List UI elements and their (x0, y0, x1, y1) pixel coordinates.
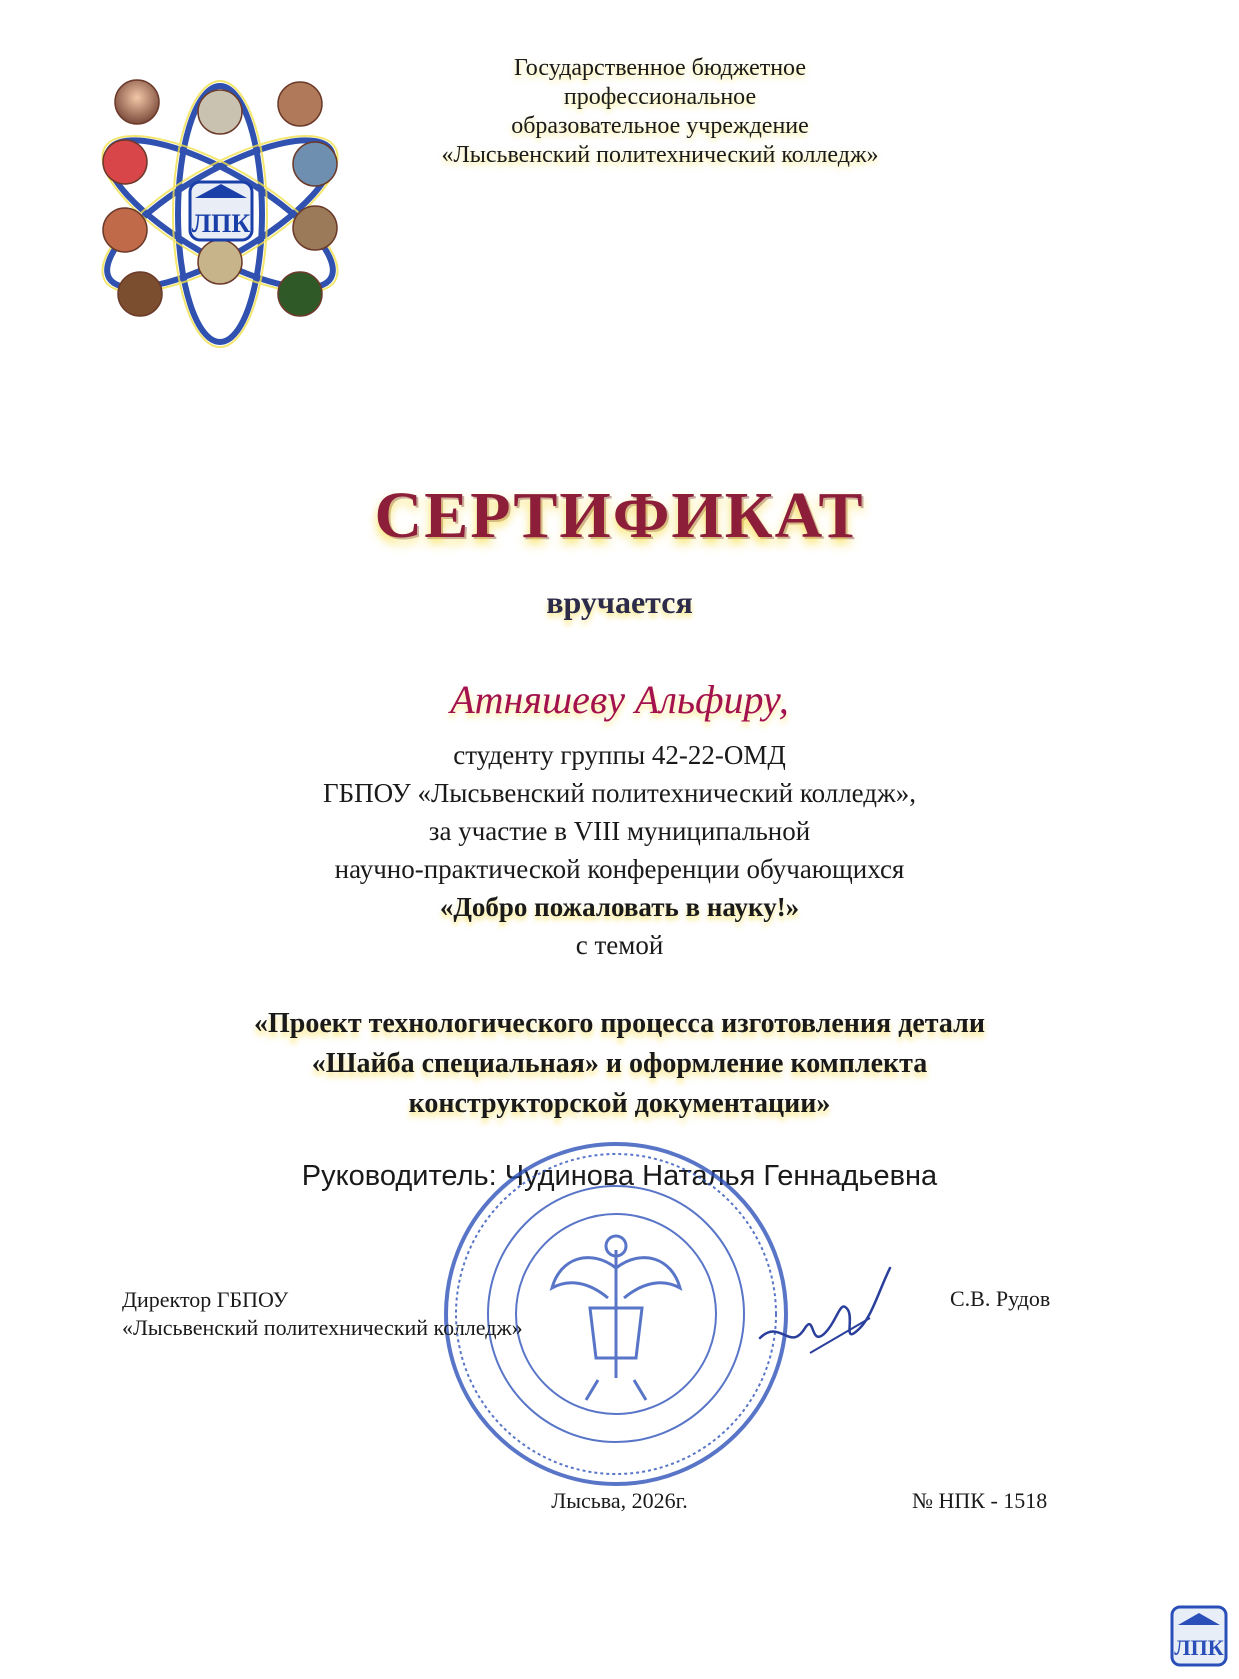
director-name: С.В. Рудов (950, 1286, 1051, 1311)
svg-text:ЛПК: ЛПК (191, 209, 251, 238)
org-line-1: Государственное бюджетное профессиональное (514, 55, 806, 110)
topic-line-2: «Шайба специальная» и оформление комплекта (311, 1048, 928, 1079)
org-line-2: образовательное учреждение (511, 113, 809, 139)
recipient-name: Атняшеву Альфиру, (450, 677, 789, 722)
group-line: студенту группы 42-22-ОМД (453, 740, 786, 770)
college-atom-logo-icon (95, 72, 345, 357)
conference-line: научно-практической конференции обучающихся (334, 854, 905, 884)
awarded-label: вручается (546, 584, 693, 620)
handwritten-signature-icon (750, 1258, 900, 1368)
corner-college-logo-icon (1170, 1605, 1228, 1667)
certificate-number: № НПК - 1518 (912, 1488, 1048, 1513)
topic-label: с темой (575, 930, 664, 960)
director-title (122, 1286, 722, 1342)
certificate-body (0, 736, 1239, 964)
participation-line: за участие в VIII муниципальной (428, 816, 811, 846)
director-line-1: Директор ГБПОУ (122, 1287, 289, 1312)
svg-text:ЛПК: ЛПК (1174, 1635, 1224, 1660)
certificate-title: СЕРТИФИКАТ (374, 479, 865, 552)
college-line: ГБПОУ «Лысьвенский политехнический колледж», (323, 778, 916, 808)
director-line-2: «Лысьвенский политехнический колледж» (122, 1315, 523, 1340)
topic-line-3: конструкторской документации» (408, 1088, 831, 1119)
project-topic (0, 1004, 1239, 1124)
organization-name (430, 54, 890, 170)
city-year: Лысьва, 2026г. (551, 1488, 688, 1513)
topic-line-1: «Проект технологического процесса изготовления детали (254, 1008, 985, 1039)
supervisor-line: Руководитель: Чудинова Наталья Геннадьевна (301, 1160, 938, 1192)
conference-name: «Добро пожаловать в науку!» (439, 892, 800, 922)
org-line-3: «Лысьвенский политехнический колледж» (441, 142, 879, 168)
